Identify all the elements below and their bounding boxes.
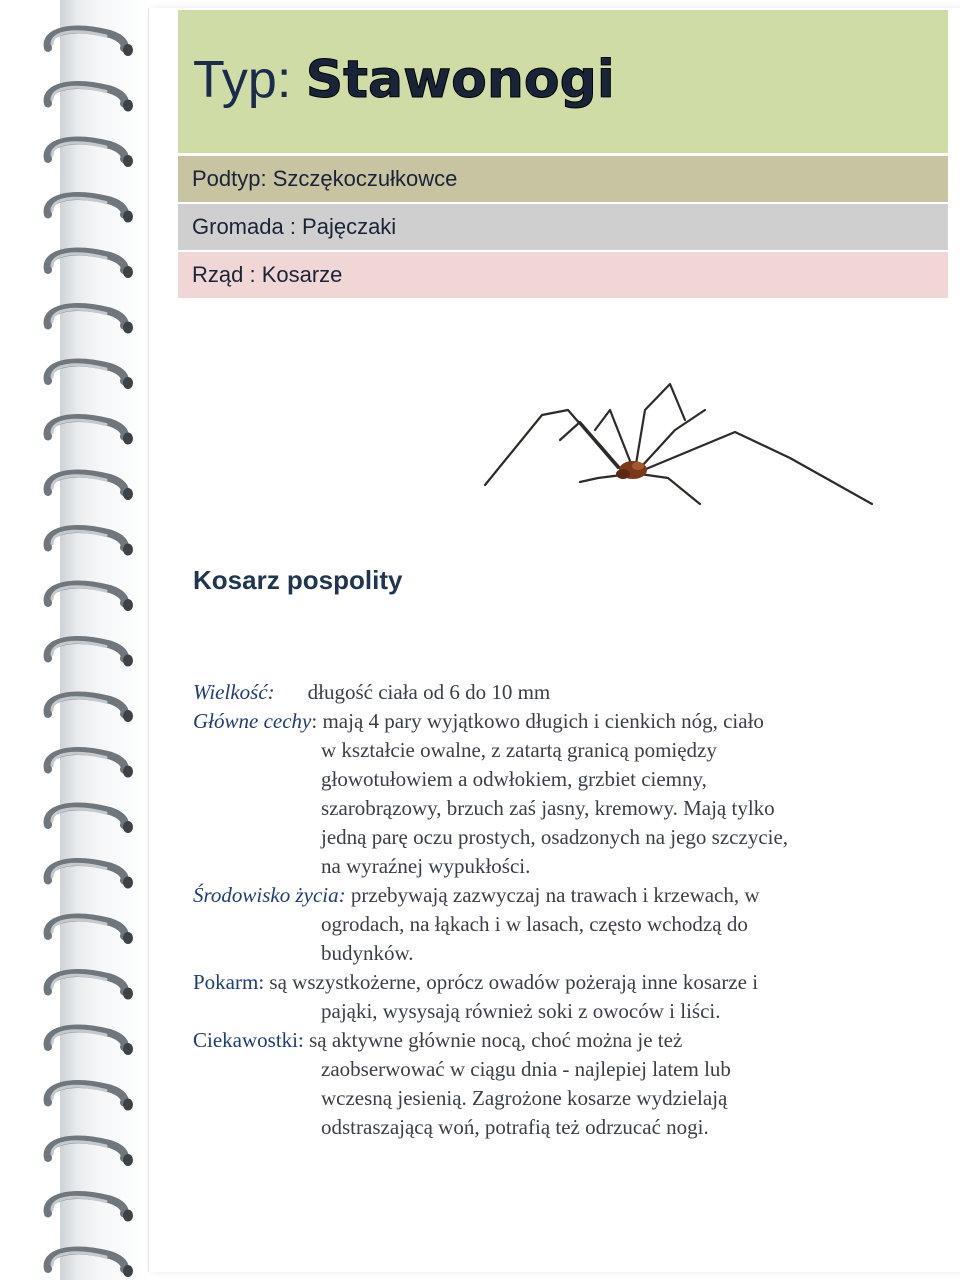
- binding-hole-icon: [123, 710, 133, 722]
- binding-hole-icon: [123, 322, 133, 334]
- binding-ring-highlight: [52, 1253, 106, 1265]
- wielkosc-label: Wielkość:: [193, 680, 275, 704]
- binding-ring-highlight: [52, 254, 106, 266]
- binding-ring-highlight: [52, 531, 106, 543]
- binding-ring-highlight: [52, 698, 106, 710]
- gromada-band: [178, 204, 948, 250]
- binding-hole-icon: [123, 211, 133, 223]
- cechy-line-3: szarobrązowy, brzuch zaś jasny, kremowy. Mają tylko: [321, 796, 775, 820]
- binding-hole-icon: [123, 877, 133, 889]
- pokarm-line-0: są wszystkożerne, oprócz owadów pożerają inne kosarze i: [264, 970, 759, 994]
- binding-hole-icon: [123, 599, 133, 611]
- binding-ring-highlight: [52, 143, 106, 155]
- binding-ring-highlight: [52, 420, 106, 432]
- binding-hole-icon: [123, 155, 133, 167]
- ciekawostki-line-1: zaobserwować w ciągu dnia - najlepiej latem lub: [321, 1057, 731, 1081]
- type-name: Stawonogi: [305, 50, 615, 110]
- gromada-text: Gromada : Pajęczaki: [192, 214, 397, 239]
- rzad-text: Rząd : Kosarze: [192, 262, 343, 287]
- wielkosc-text: długość ciała od 6 do 10 mm: [307, 680, 551, 704]
- binding-ring-highlight: [52, 87, 106, 99]
- cechy-row: [193, 707, 893, 736]
- binding-ring-highlight: [52, 1142, 106, 1154]
- spiral-binding-icon: [0, 0, 150, 1280]
- binding-hole-icon: [123, 488, 133, 500]
- binding-hole-icon: [123, 377, 133, 389]
- binding-ring-highlight: [52, 975, 106, 987]
- binding-ring-highlight: [52, 642, 106, 654]
- species-name: Kosarz pospolity: [193, 565, 403, 595]
- cechy-line-0: : mają 4 pary wyjątkowo długich i cienkich nóg, ciało: [311, 709, 764, 733]
- rzad-band: [178, 252, 948, 298]
- binding-hole-icon: [123, 433, 133, 445]
- binding-ring-highlight: [52, 309, 106, 321]
- binding-hole-icon: [123, 1043, 133, 1055]
- binding-hole-icon: [123, 1154, 133, 1166]
- binding-ring-highlight: [52, 1086, 106, 1098]
- species-description: [193, 678, 893, 1142]
- binding-hole-icon: [123, 932, 133, 944]
- binding-ring-highlight: [52, 587, 106, 599]
- ciekawostki-label: Ciekawostki:: [193, 1028, 304, 1052]
- binding-hole-icon: [123, 655, 133, 667]
- type-prefix: Typ:: [193, 51, 306, 109]
- wielkosc-row: [193, 678, 893, 707]
- cechy-line-4: jedną parę oczu prostych, osadzonych na jego szczycie,: [321, 825, 789, 849]
- ciekawostki-row: [193, 1026, 893, 1055]
- page-title: [193, 50, 615, 110]
- binding-hole-icon: [123, 988, 133, 1000]
- srodowisko-row: [193, 881, 893, 910]
- srodowisko-label: Środowisko życia:: [193, 883, 346, 907]
- pokarm-line-1: pająki, wysysają również soki z owoców i liści.: [321, 999, 721, 1023]
- binding-ring-highlight: [52, 198, 106, 210]
- binding-ring-highlight: [52, 1197, 106, 1209]
- ciekawostki-line-3: odstraszającą woń, potrafią też odrzucać nogi.: [321, 1115, 709, 1139]
- podtyp-text: Podtyp: Szczękoczułkowce: [192, 166, 458, 191]
- binding-hole-icon: [123, 44, 133, 56]
- srodowisko-line-0: przebywają zazwyczaj na trawach i krzewach, w: [345, 883, 760, 907]
- binding-ring-highlight: [52, 920, 106, 932]
- binding-ring-highlight: [52, 1031, 106, 1043]
- binding-hole-icon: [123, 1265, 133, 1277]
- ciekawostki-line-0: są aktywne głównie nocą, choć można je też: [303, 1028, 683, 1052]
- ciekawostki-line-2: wczesną jesienią. Zagrożone kosarze wydzielają: [321, 1086, 728, 1110]
- pokarm-label: Pokarm:: [193, 970, 265, 994]
- binding-hole-icon: [123, 1210, 133, 1222]
- binding-hole-icon: [123, 100, 133, 112]
- podtyp-band: [178, 156, 948, 202]
- cechy-line-5: na wyraźnej wypukłości.: [321, 854, 531, 878]
- binding-hole-icon: [123, 266, 133, 278]
- binding-hole-icon: [123, 766, 133, 778]
- binding-ring-highlight: [52, 809, 106, 821]
- harvestman-spider-photo-icon: [470, 370, 890, 520]
- binding-ring-highlight: [52, 476, 106, 488]
- binding-hole-icon: [123, 821, 133, 833]
- cechy-line-1: w kształcie owalne, z zatartą granicą pomiędzy: [321, 738, 717, 762]
- binding-ring-highlight: [52, 753, 106, 765]
- cechy-line-2: głowotułowiem a odwłokiem, grzbiet ciemny,: [321, 767, 707, 791]
- binding-hole-icon: [123, 1099, 133, 1111]
- pokarm-row: [193, 968, 893, 997]
- cechy-label: Główne cechy: [193, 709, 312, 733]
- srodowisko-line-2: budynków.: [321, 941, 414, 965]
- binding-hole-icon: [123, 544, 133, 556]
- binding-ring-highlight: [52, 32, 106, 44]
- binding-ring-highlight: [52, 365, 106, 377]
- binding-ring-highlight: [52, 864, 106, 876]
- srodowisko-line-1: ogrodach, na łąkach i w lasach, często wchodzą do: [321, 912, 748, 936]
